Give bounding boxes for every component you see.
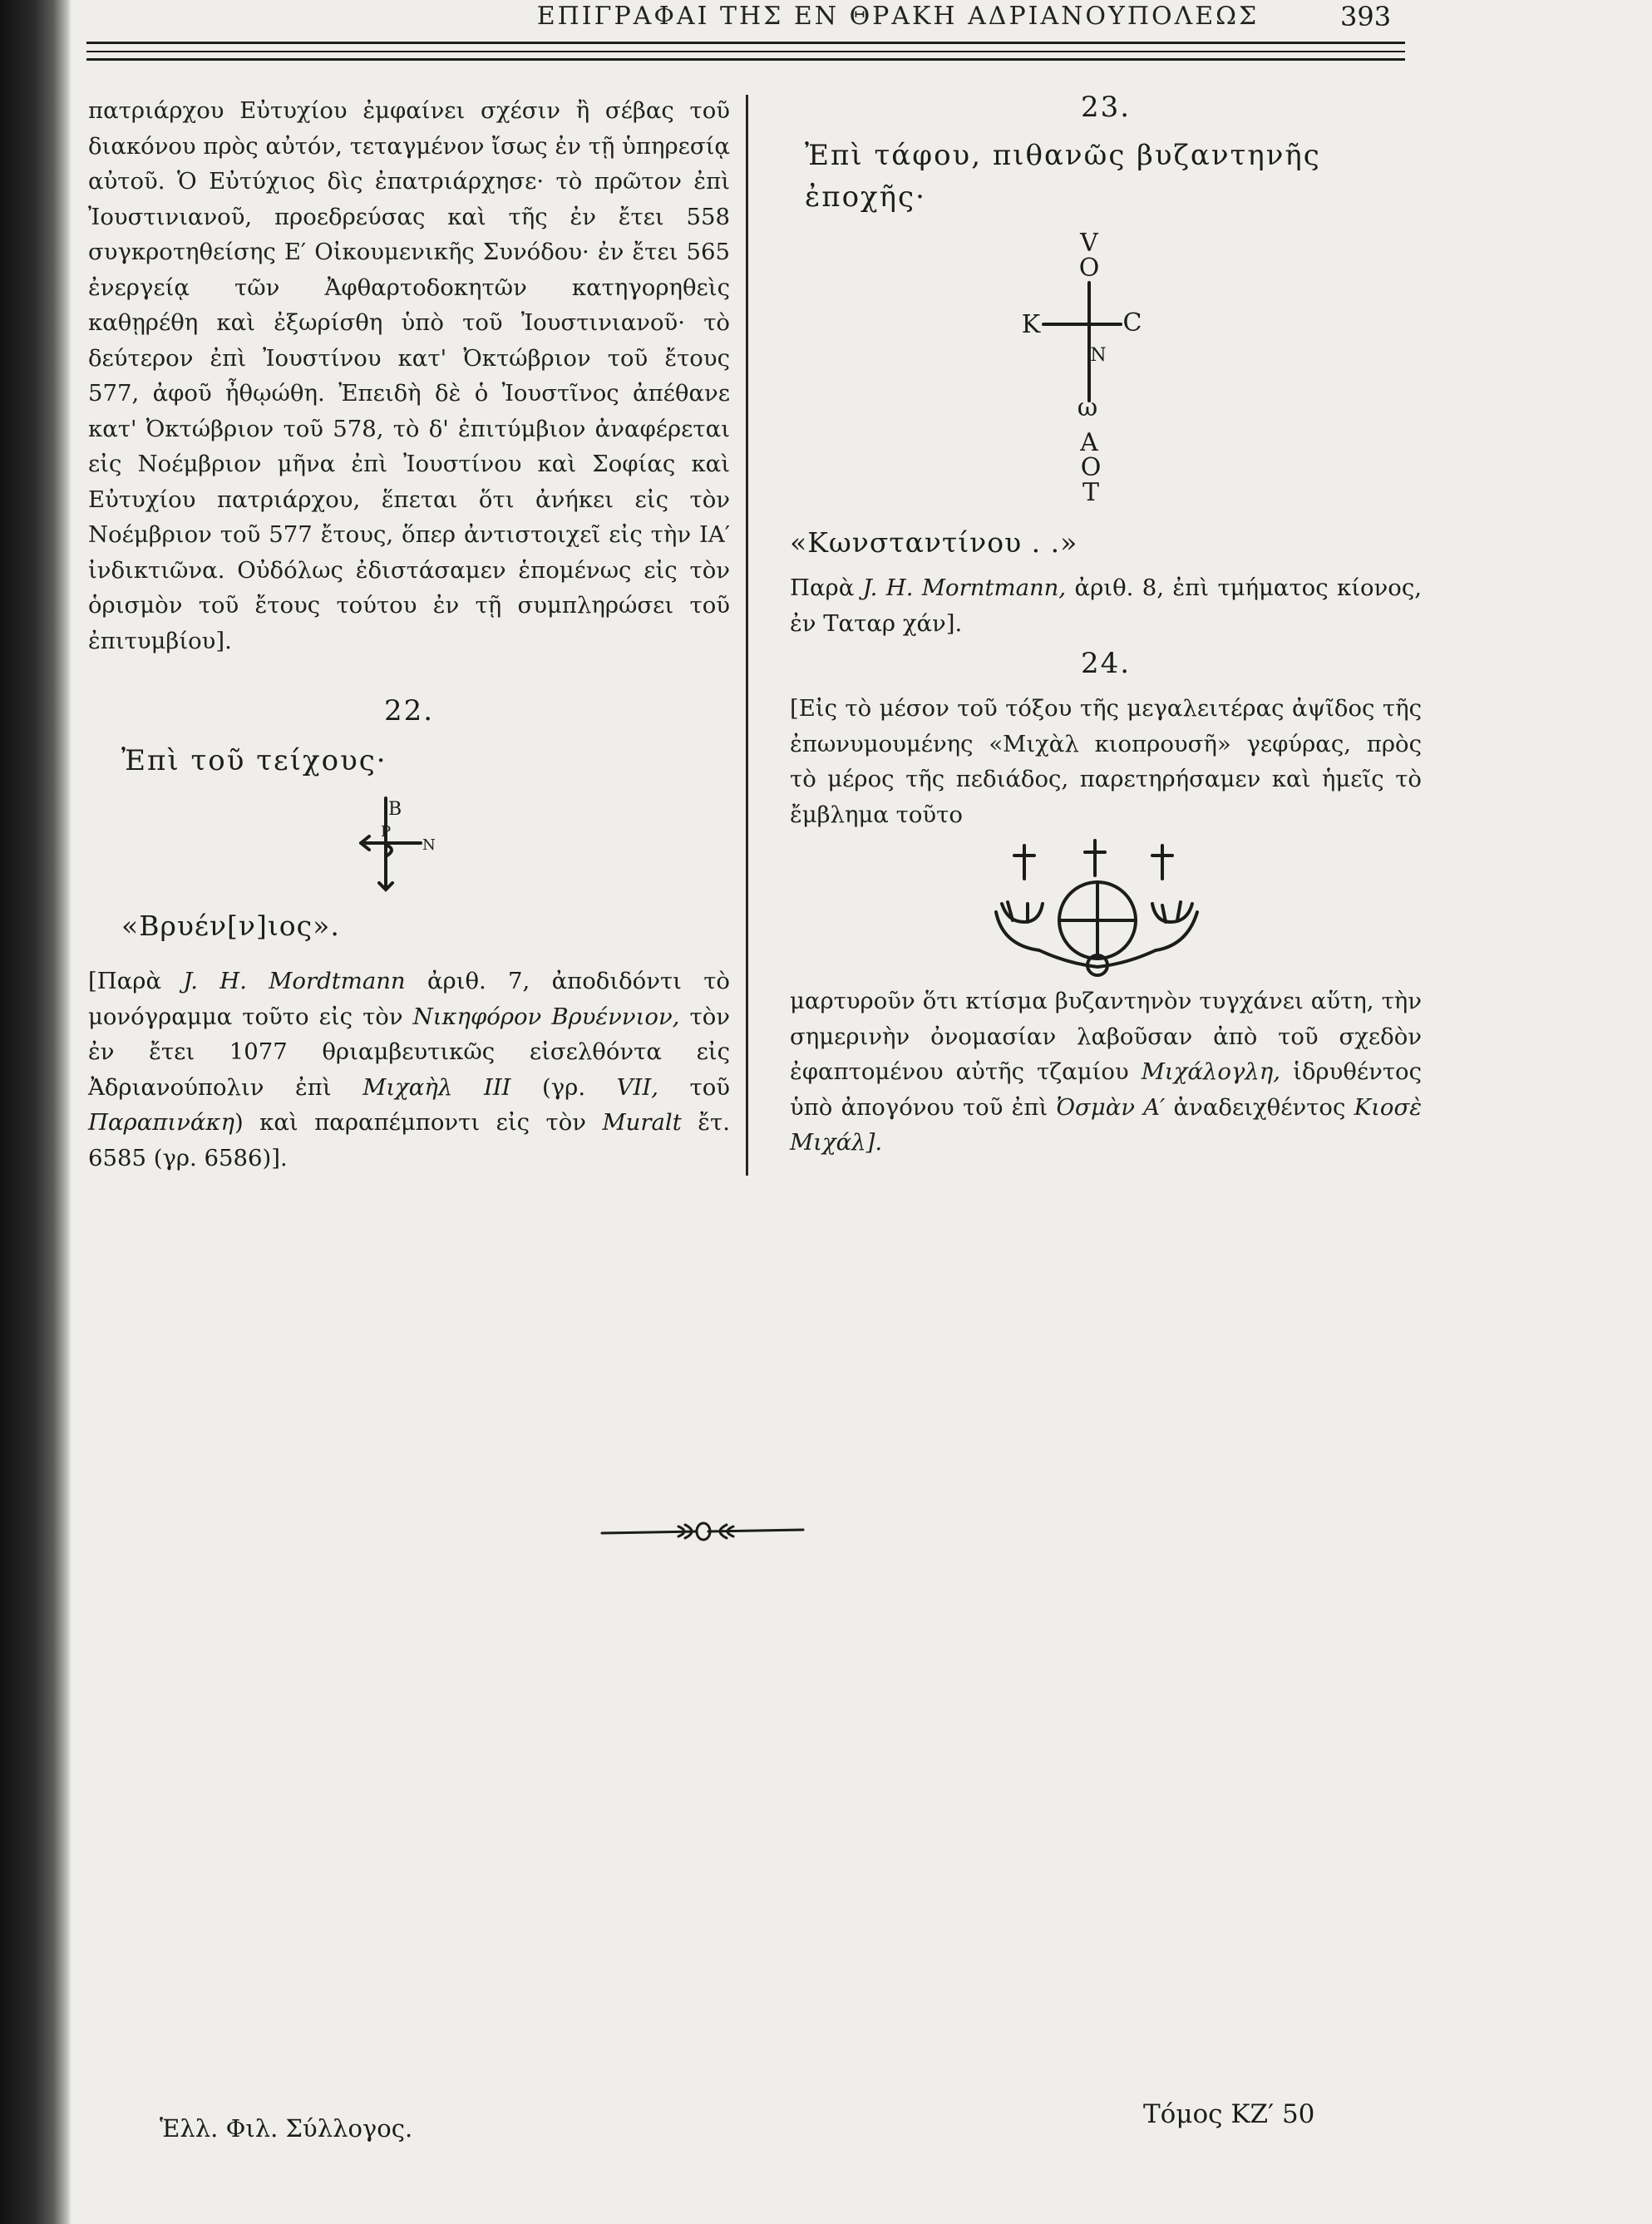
monogram-22 xyxy=(88,782,730,902)
section-end-ornament xyxy=(599,1515,806,1551)
emblem-24 xyxy=(790,839,1422,980)
paragraph-continuation: πατριάρχου Εὐτυχίου ἐμφαίνει σχέσιν ἢ σέβας τοῦ διακόνου πρὸς αὐτόν, τεταγμένον ἴσως ἐν τῇ ὑπηρεσίᾳ αὐτοῦ. Ὁ Εὐτύχιος δὶς ἐπατριάρχησε· τὸ πρῶτον ἐπὶ Ἰουστινιανοῦ, προεδρεύσας καὶ τῆς ἐν ἔτει 558 συγκροτηθείσης Ε′ Οἰκουμενικῆς Συνόδου· ἐν ἔτει 565 ἐνεργείᾳ τῶν Ἀφθαρτοδοκητῶν κατηγορηθεὶς καθῃρέθη καὶ ἐξωρίσθη ὑπὸ τοῦ Ἰουστινιανοῦ· τὸ δεύτερον ἐπὶ Ἰουστίνου κατ' Ὀκτώβριον τοῦ ἔτους 577, ἀφοῦ ἦθῳώθη. Ἐπειδὴ δὲ ὁ Ἰουστῖνος ἀπέθανε κατ' Ὀκτώβριον τοῦ 578, τὸ δ' ἐπιτύμβιον ἀναφέρεται εἰς Νοέμβριον μῆνα ἐπὶ Ἰουστίνου καὶ Σοφίας καὶ Εὐτυχίου πατριάρχου, ἕπεται ὅτι ἀνήκει εἰς τὸν Νοέμβριον τοῦ 577 ἔτους, ὅπερ ἀντιστοιχεῖ εἰς τὴν ΙΑ′ ἰνδικτιῶνα. Οὐδόλως ἐδιστάσαμεν ἑπομένως εἰς τὸν ὁρισμὸν τοῦ ἔτους τούτου ἐν τῇ συμπληρώσει τοῦ ἐπιτυμβίου]. xyxy=(88,97,730,654)
reading-23: «Κωνσταντίνου . .» xyxy=(790,526,1078,559)
left-column xyxy=(88,93,730,1176)
mono22-letter: Ρ xyxy=(381,823,392,841)
mono23-letter: C xyxy=(1122,308,1142,338)
inscription-location-23: Ἐπὶ τάφου, πιθανῶς βυζαντηνῆς ἐποχῆς· xyxy=(805,139,1321,214)
book-spine-shadow xyxy=(0,0,72,2224)
header-rule xyxy=(86,42,1405,44)
inscription-location-22: Ἐπὶ τοῦ τείχους· xyxy=(121,744,387,777)
column-divider xyxy=(746,95,748,1176)
header-rule xyxy=(86,51,1405,52)
mono23-letter: N xyxy=(1090,345,1107,366)
bridge-emblem-icon xyxy=(790,839,1422,980)
mono23-letter: ω xyxy=(1077,393,1098,422)
monogram-bryennios-icon xyxy=(88,782,730,902)
paragraph-24: [Εἰς τὸ μέσον τοῦ τόξου τῆς μεγαλειτέρας ἀψῖδος τῆς ἐπωνυμουμένης «Μιχὰλ κιοπρουσῆ» γεφύρας, πρὸς τὸ μέρος τῆς πεδιάδος, παρετηρήσαμεν καὶ ἡμεῖς τὸ ἔμβλημα τοῦτο xyxy=(790,695,1422,828)
reference-22: [Παρὰ J. H. Mordtmann ἀριθ. 7, ἀποδιδόντι τὸ μονόγραμμα τοῦτο εἰς τὸν Νικηφόρον Βρυέννιον, τὸν ἐν ἔτει 1077 θριαμβευτικῶς εἰσελθόντα εἰς Ἀδριανούπολιν ἐπὶ Μιχαὴλ III (γρ. VII, τοῦ Παραπινάκη) καὶ παραπέμποντι εἰς τὸν Muralt ἔτ. 6585 (γρ. 6586)]. xyxy=(88,968,730,1171)
mono22-letter: Ν xyxy=(422,836,436,854)
monogram-23 xyxy=(790,218,1422,517)
page-number: 393 xyxy=(1340,1,1392,32)
footer-publisher: Ἑλλ. Φιλ. Σύλλογος. xyxy=(160,2114,413,2143)
header-rule xyxy=(86,58,1405,61)
paragraph-24-cont: μαρτυροῦν ὅτι κτίσμα βυζαντηνὸν τυγχάνει αὕτη, τὴν σημερινὴν ὀνομασίαν λαβοῦσαν ἀπὸ τοῦ σχεδὸν ἐφαπτομένου αὐτῆς τζαμίου Μιχάλογλη, ἱδρυθέντος ὑπὸ ἀπογόνου τοῦ ἐπὶ Ὀσμὰν Α′ ἀναδειχθέντος Κιοσὲ Μιχάλ]. xyxy=(790,988,1422,1156)
mono23-letter: K xyxy=(1021,310,1041,339)
mono23-letter: A xyxy=(1080,428,1098,457)
mono23-letter: O xyxy=(1078,254,1100,283)
flourish-ornament-icon xyxy=(599,1515,806,1548)
reading-22: «Βρυέν[ν]ιος». xyxy=(121,910,340,942)
mono22-letter: Β xyxy=(388,799,402,820)
running-header: ΕΠΙΓΡΑΦΑΙ ΤΗΣ ΕΝ ΘΡΑΚΗ ΑΔΡΙΑΝΟΥΠΟΛΕΩΣ xyxy=(536,2,1260,31)
footer-volume: Τόμος ΚΖ′ 50 xyxy=(1143,2099,1315,2129)
inscription-number-24: 24. xyxy=(1080,647,1132,680)
mono23-letter: O xyxy=(1080,453,1102,482)
inscription-number-22: 22. xyxy=(383,694,435,727)
monogram-konstantinou-icon xyxy=(790,218,1422,517)
reference-23: Παρὰ J. H. Morntmann, ἀριθ. 8, ἐπὶ τμήματος κίονος, ἐν Ταταρ χάν]. xyxy=(790,574,1422,637)
right-column xyxy=(790,88,1422,1161)
mono23-letter: V xyxy=(1080,229,1098,258)
mono23-letter: T xyxy=(1082,478,1100,507)
inscription-number-23: 23. xyxy=(1080,91,1132,124)
